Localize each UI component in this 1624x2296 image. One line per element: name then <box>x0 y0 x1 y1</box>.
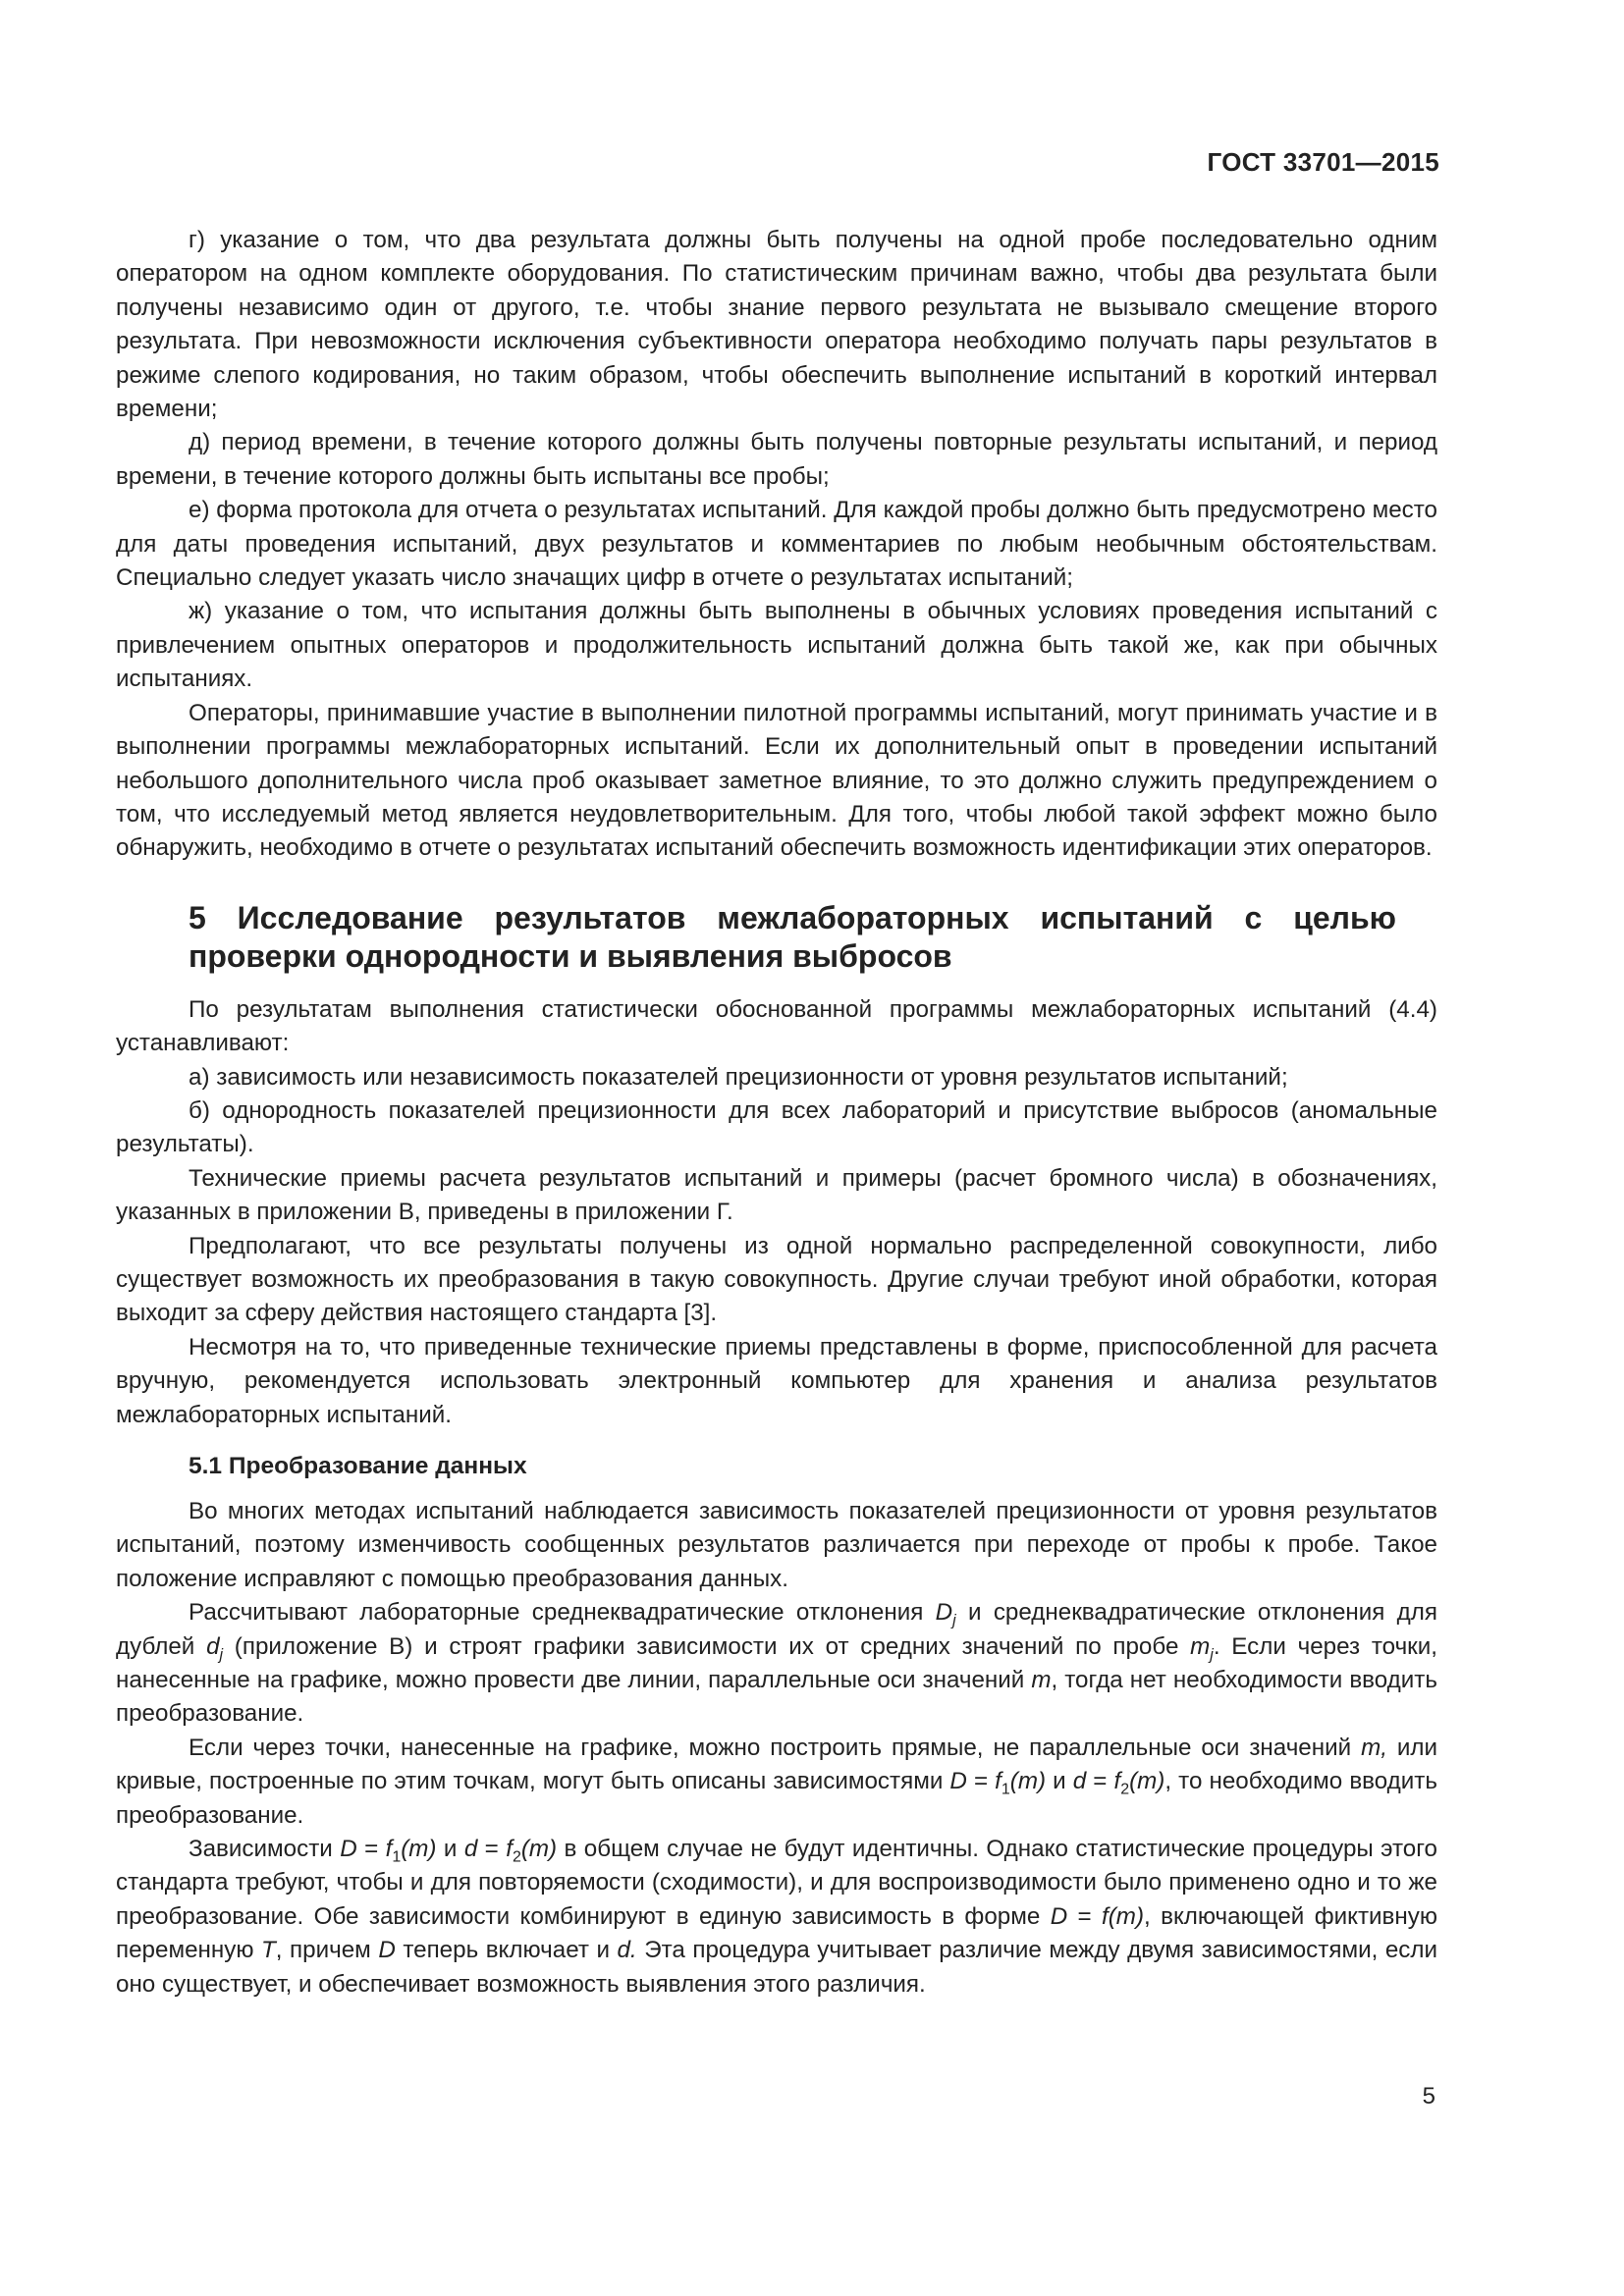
section-5-paragraph: По результатам выполнения статистически обоснованной программы межлабораторных испытаний (4.4) устанавливают: <box>116 995 1437 1057</box>
body-text <box>116 224 1437 2002</box>
section-5-1-paragraph: Если через точки, нанесенные на графике, можно построить прямые, не параллельные оси значений m, или кривые, построенные по этим точкам, могут быть описаны зависимостями $D = f_1(m)$ и $d = f_2(m)$, то необходимо вводить преобразование. <box>116 1734 1437 1829</box>
section-5-1-paragraph: Во многих методах испытаний наблюдается зависимость показателей прецизионности от уровня результатов испытаний, поэтому изменчивость сообщенных результатов различается при переходе от пробы к пробе. Такое положение исправляют с помощью преобразования данных. <box>116 1498 1437 1592</box>
section-5-paragraph: Несмотря на то, что приведенные технические приемы представлены в форме, приспособленной для расчета вручную, рекомендуется использовать электронный компьютер для хранения и анализа результатов межлабораторных испытаний. <box>116 1333 1437 1428</box>
list-item-d: д) период времени, в течение которого должны быть получены повторные результаты испытаний, и период времени, в течение которого должны быть испытаны все пробы; <box>116 429 1437 490</box>
section-5-1-paragraph: Зависимости $D = f_1(m)$ и $d = f_2(m)$ в общем случае не будут идентичны. Однако статистические процедуры этого стандарта требуют, чтобы и для повторяемости (сходимости), и для воспроизводимости было применено одно и то же преобразование. Обе зависимости комбинируют в единую зависимость в форме D = f(m), включающей фиктивную переменную T, причем D теперь включает и d. Эта процедура учитывает различие между двумя зависимостями, если оно существует, и обеспечивает возможность выявления этого различия. <box>116 1836 1437 1998</box>
section-5-paragraph: а) зависимость или независимость показателей прецизионности от уровня результатов испытаний; <box>189 1063 1288 1091</box>
section-5-paragraph: Предполагают, что все результаты получены из одной нормально распределенной совокупности, либо существует возможность их преобразования в такую совокупность. Другие случаи требуют иной обработки, которая выходит за сферу действия настоящего стандарта [3]. <box>116 1232 1437 1327</box>
list-item-zh: ж) указание о том, что испытания должны быть выполнены в обычных условиях проведения испытаний с привлечением опытных операторов и продолжительность испытаний должна быть такой же, как при обычных испытаниях. <box>116 598 1437 693</box>
operators-paragraph: Операторы, принимавшие участие в выполнении пилотной программы испытаний, могут принимать участие и в выполнении программы межлабораторных испытаний. Если их дополнительный опыт в проведении испытаний небольшого дополнительного числа проб оказывает заметное влияние, то это должно служить предупреждением о том, что исследуемый метод является неудовлетворительным. Для того, чтобы любой такой эффект можно было обнаружить, необходимо в отчете о результатах испытаний обеспечить возможность идентификации этих операторов. <box>116 699 1437 862</box>
section-5-paragraph: б) однородность показателей прецизионности для всех лабораторий и присутствие выбросов (аномальные результаты). <box>116 1096 1437 1158</box>
section-5-heading: 5 Исследование результатов межлабораторных испытаний с целью проверки однородности и выявления выбросов <box>189 899 1396 974</box>
section-5-1-heading: 5.1 Преобразование данных <box>189 1453 527 1479</box>
standard-header: ГОСТ 33701—2015 <box>1207 147 1439 177</box>
list-item-e: е) форма протокола для отчета о результатах испытаний. Для каждой пробы должно быть предусмотрено место для даты проведения испытаний, двух результатов и комментариев по любым необычным обстоятельствам. Специально следует указать число значащих цифр в отчете о результатах испытаний; <box>116 497 1437 592</box>
section-5-1-paragraph: Рассчитывают лабораторные среднеквадратические отклонения $D_j$ и среднеквадратические отклонения для дублей $d_j$ (приложение В) и строят графики зависимости их от средних значений по пробе $m_j$. Если через точки, нанесенные на графике, можно провести две линии, параллельные оси значений m, тогда нет необходимости вводить преобразование. <box>116 1599 1438 1728</box>
section-5-paragraph: Технические приемы расчета результатов испытаний и примеры (расчет бромного числа) в обозначениях, указанных в приложении В, приведены в приложении Г. <box>116 1164 1437 1226</box>
page-number: 5 <box>1422 2083 1435 2109</box>
list-item-g: г) указание о том, что два результата должны быть получены на одной пробе последовательно одним оператором на одном комплекте оборудования. По статистическим причинам важно, чтобы два результата были получены независимо один от другого, т.е. чтобы знание первого результата не вызывало смещение второго результата. При невозможности исключения субъективности оператора необходимо получать пары результатов в режиме слепого кодирования, но таким образом, чтобы обеспечить выполнение испытаний в короткий интервал времени; <box>116 227 1437 423</box>
